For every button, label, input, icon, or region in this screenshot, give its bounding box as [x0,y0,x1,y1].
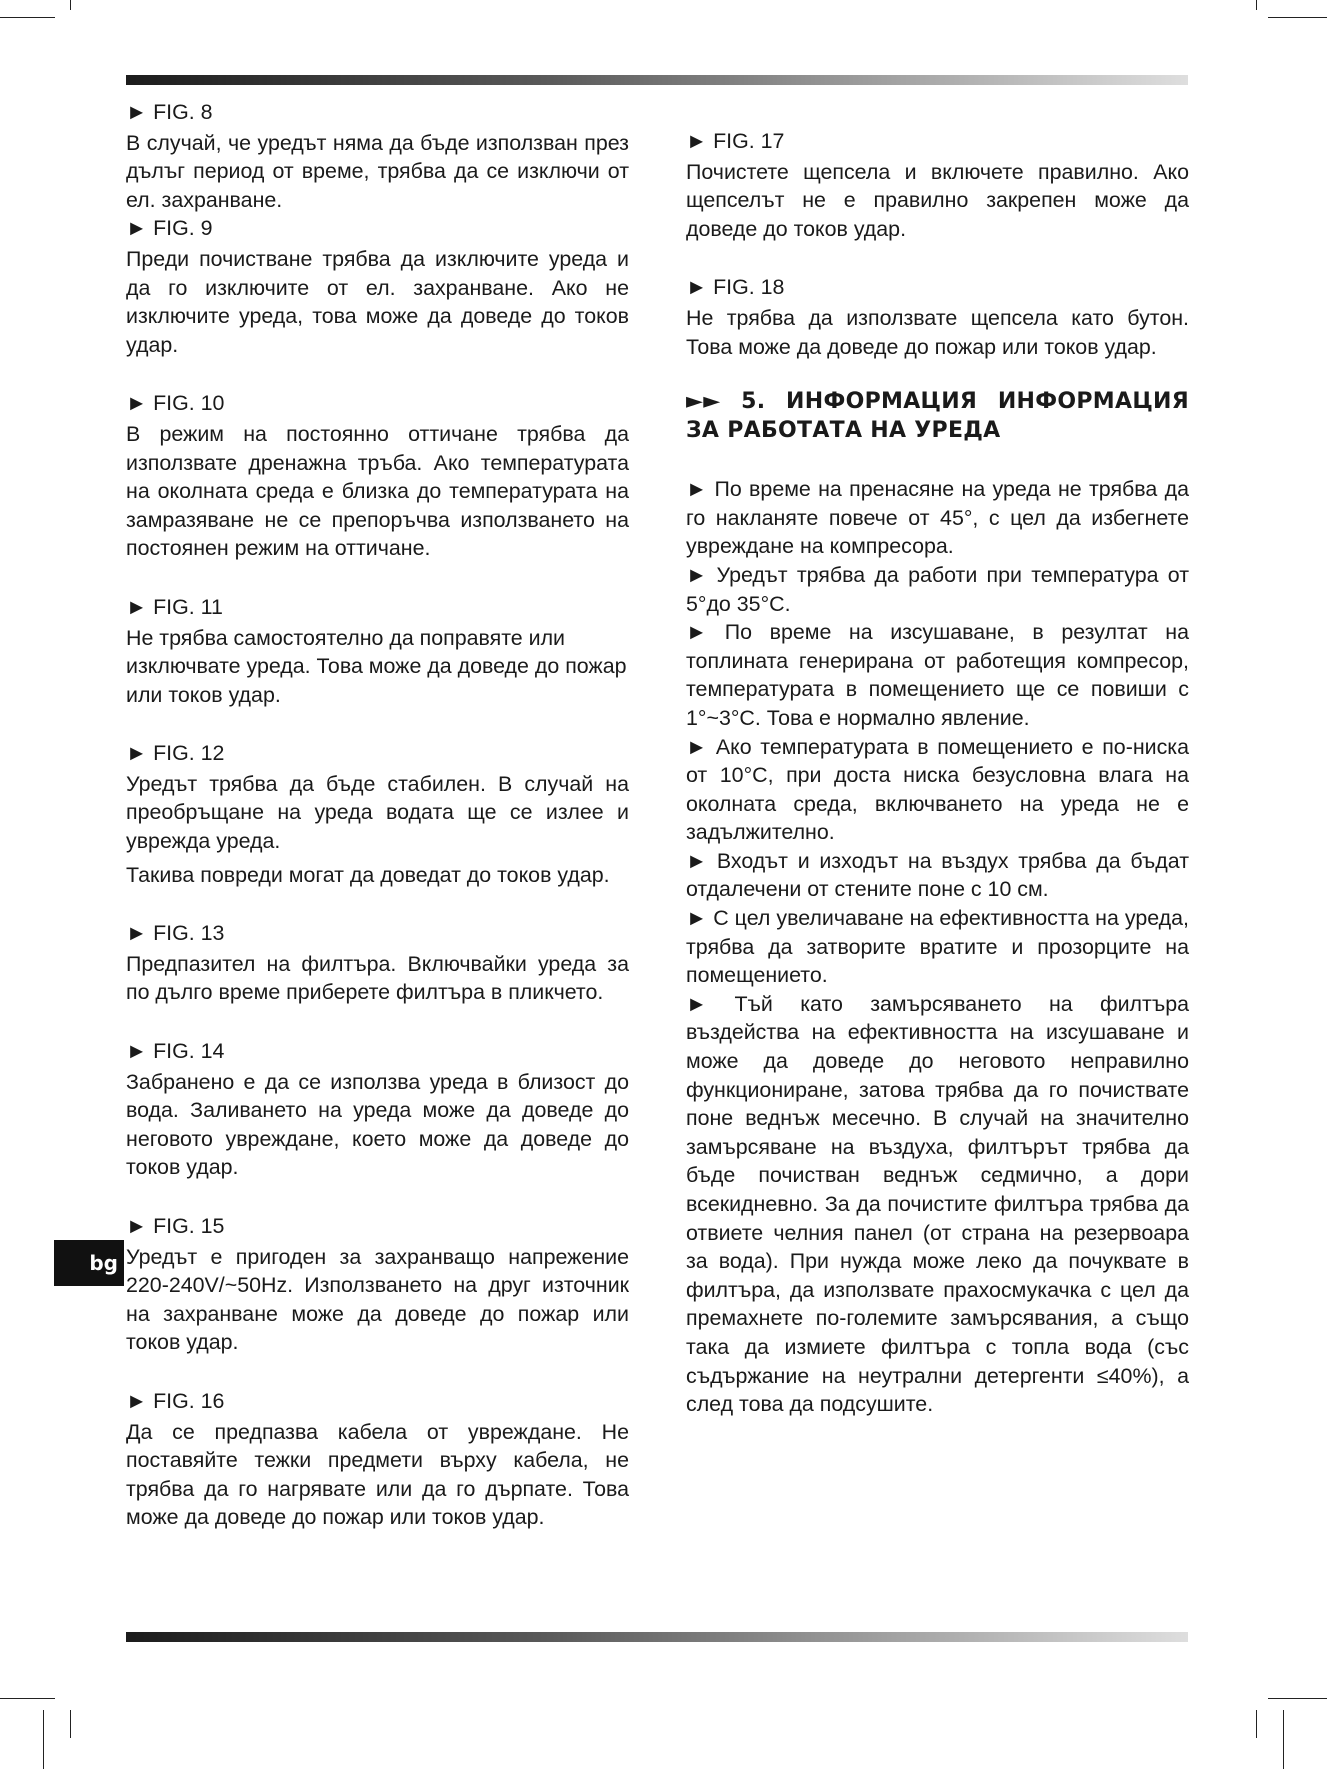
fig-17-block [686,127,1189,243]
info-note: ► Ако температурата в помещението е по-ниска от 10°C, при доста ниска безусловна влага на околната среда, включването на уреда не е задължително. [686,734,1189,845]
fig-9-block [126,214,629,359]
fig-label: ► FIG. 9 [126,216,213,241]
fig-text: Не трябва да използвате щепсела като бутон. Това може да доведе до пожар или токов удар. [686,305,1189,359]
fig-text: Уредът трябва да бъде стабилен. В случай на преобръщане на уреда водата ще се излее и уврежда уреда. [126,771,629,854]
fig-label: ► FIG. 13 [126,921,225,946]
fig-text: Почистете щепсела и включете правилно. Ако щепселът не е правилно закрепен може да доведе до токов удар. [686,159,1189,241]
info-note: ► Тъй като замърсяването на филтъра въздейства на ефективността на изсушаване и може да доведе до неговото неправилно функциониране, затова трябва да го почиствате поне веднъж месечно. В случай на значително замърсяване на въздуха, филтърът трябва да бъде почистван веднъж седмично, а дори всекидневно. За да почистите филтъра трябва да отвиете челния панел (от страна на резервоара за вода). При нужда може леко да почуквате в филтъра, да използвате прахосмукачка с цел да премахнете по-големите замърсявания, а също така да измиете филтъра с топла вода (със съдържание на неутрални детергенти ≤40%), а след това да подсушите. [686,991,1189,1417]
fig-15-block [126,1212,629,1357]
crop-mark [0,1698,55,1699]
fig-label: ► FIG. 12 [126,741,225,766]
left-column [126,98,629,1532]
crop-mark [70,1710,71,1738]
fig-text: Преди почистване трябва да изключите уреда и да го изключите от ел. захранване. Ако не изключите уреда, това може да доведе до токов удар. [126,246,629,357]
header-gradient-bar [126,75,1188,85]
fig-label: ► FIG. 8 [126,100,213,124]
fig-18-block [686,273,1189,361]
fig-text: Забранено е да се използва уреда в близост до вода. Заливането на уреда може да доведе до неговото увреждане, което може да доведе до токов удар. [126,1069,629,1180]
language-tab: bg [54,1240,124,1286]
crop-mark [1268,17,1327,18]
fig-13-block [126,919,629,1007]
fig-label: ► FIG. 17 [686,129,785,153]
footer-gradient-bar [126,1632,1188,1642]
fig-16-block [126,1387,629,1532]
fig-14-block [126,1037,629,1182]
info-note: ► Уредът трябва да работи при температура от 5°до 35°C. [686,562,1189,616]
fig-label: ► FIG. 15 [126,1214,225,1238]
fig-label: ► FIG. 16 [126,1388,225,1413]
info-note: ► По време на пренасяне на уреда не трябва да го накланяте повече от 45°, с цел да избегнете увреждане на компресора. [686,477,1189,559]
fig-text: Уредът е пригоден за захранващо напрежение 220-240V/~50Hz. Използването на друг източник на захранване може да доведе до пожар или токов удар. [126,1244,629,1355]
fig-label: ► FIG. 18 [686,275,785,300]
crop-mark [1256,0,1257,10]
fig-text: В случай, че уредът няма да бъде използван през дълъг период от време, трябва да се изключи от ел. захранване. [126,130,629,212]
fig-text: В режим на постоянно оттичане трябва да използвате дренажна тръба. Ако температурата на околната среда е близка до температурата на замразяване не се препоръчва използването на постоянен режим на оттичане. [126,421,629,561]
crop-mark [43,1710,44,1769]
crop-mark [0,17,55,18]
crop-mark [70,0,71,10]
fig-11-block [126,593,629,709]
fig-8-block [126,98,629,214]
crop-mark [1283,1710,1284,1769]
fig-12-block [126,739,629,889]
fig-text: Предпазител на филтъра. Включвайки уреда за по дълго време приберете филтъра в пликчето. [126,951,629,1005]
fig-text: Да се предпазва кабела от увреждане. Не поставяйте тежки предмети върху кабела, не трябва да го нагрявате или да го дърпате. Това може да доведе до пожар или токов удар. [126,1419,629,1530]
info-note: ► С цел увеличаване на ефективността на уреда, трябва да затворите вратите и прозорците на помещението. [686,906,1189,988]
fig-10-block [126,389,629,563]
fig-text: Не трябва самостоятелно да поправяте или изключвате уреда. Това може да доведе до пожар или токов удар. [126,625,627,707]
crop-mark [1268,1698,1327,1699]
info-note: ► Входът и изходът на въздух трябва да бъдат отдалечени от стените поне с 10 см. [686,848,1189,902]
fig-label: ► FIG. 14 [126,1039,225,1064]
right-column [686,127,1189,1419]
fig-label: ► FIG. 10 [126,391,225,416]
crop-mark [1256,1710,1257,1738]
info-note: ► По време на изсушаване, в резултат на топлината генерирана от работещия компресор, температурата в помещението ще се повиши с 1°~3°C. Това е нормално явление. [686,620,1189,730]
section-heading: ►► 5. ИНФОРМАЦИЯ ИНФОРМАЦИЯ ЗА РАБОТАТА НА УРЕДА [686,389,1189,444]
fig-text: Такива повреди могат да доведат до токов удар. [126,862,610,887]
fig-label: ► FIG. 11 [126,594,223,619]
